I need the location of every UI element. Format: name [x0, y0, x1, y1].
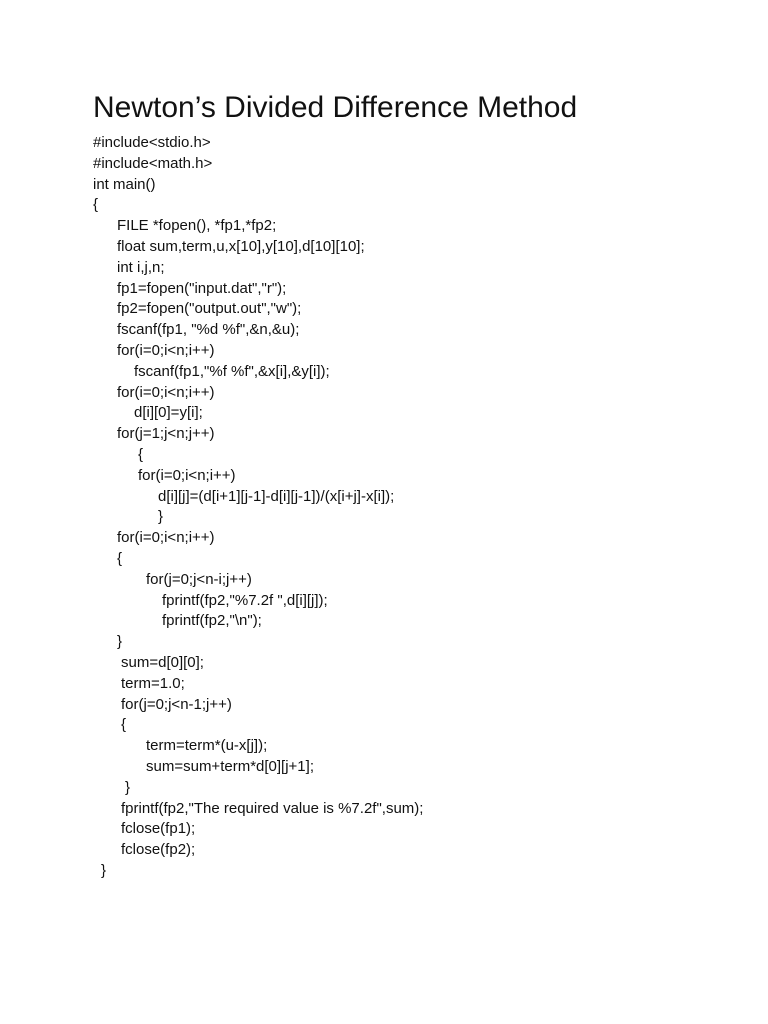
code-line: fp1=fopen("input.dat","r"); — [117, 279, 287, 297]
code-line: for(i=0;i<n;i++) — [117, 383, 215, 401]
code-line: fp2=fopen("output.out","w"); — [117, 300, 302, 318]
code-line: sum=d[0][0]; — [121, 653, 204, 671]
code-line: #include<stdio.h> — [93, 134, 211, 151]
code-line: { — [93, 196, 99, 214]
code-line: for(j=1;j<n;j++) — [117, 425, 215, 443]
code-line: fclose(fp2); — [121, 841, 196, 859]
code-line: for(i=0;i<n;i++) — [117, 341, 215, 359]
code-line: for(j=0;j<n-i;j++) — [146, 570, 252, 588]
code-line: d[i][0]=y[i]; — [134, 404, 203, 422]
page-title: Newton’s Divided Difference Method — [93, 91, 578, 124]
code-line: fprintf(fp2,"The required value is %7.2f",sum); — [121, 799, 424, 817]
code-line: fprintf(fp2,"%7.2f ",d[i][j]); — [162, 591, 328, 609]
code-line: float sum,term,u,x[10],y[10],d[10][10]; — [117, 237, 365, 255]
code-line: } — [117, 633, 123, 651]
code-line: } — [158, 508, 164, 526]
code-line: FILE *fopen(), *fp1,*fp2; — [117, 217, 277, 235]
code-line: int i,j,n; — [117, 258, 165, 276]
code-line: { — [121, 716, 127, 734]
code-line: int main() — [93, 175, 156, 193]
code-line: fclose(fp1); — [121, 820, 196, 838]
code-line: } — [101, 861, 107, 879]
code-line: fscanf(fp1,"%f %f",&x[i],&y[i]); — [134, 362, 330, 380]
code-listing — [93, 133, 423, 882]
code-line: for(j=0;j<n-1;j++) — [121, 695, 232, 713]
code-line: } — [125, 778, 131, 796]
code-line: for(i=0;i<n;i++) — [117, 529, 215, 547]
code-line: #include<math.h> — [93, 154, 213, 172]
code-line: term=1.0; — [121, 674, 185, 692]
code-line: { — [138, 445, 144, 463]
code-line: fprintf(fp2,"\n"); — [162, 612, 262, 630]
code-line: d[i][j]=(d[i+1][j-1]-d[i][j-1])/(x[i+j]-x[i]); — [158, 487, 395, 505]
code-line: term=term*(u-x[j]); — [146, 737, 268, 755]
code-line: fscanf(fp1, "%d %f",&n,&u); — [117, 321, 300, 339]
code-line: { — [117, 549, 123, 567]
code-line: sum=sum+term*d[0][j+1]; — [146, 757, 314, 775]
code-line: for(i=0;i<n;i++) — [138, 466, 236, 484]
